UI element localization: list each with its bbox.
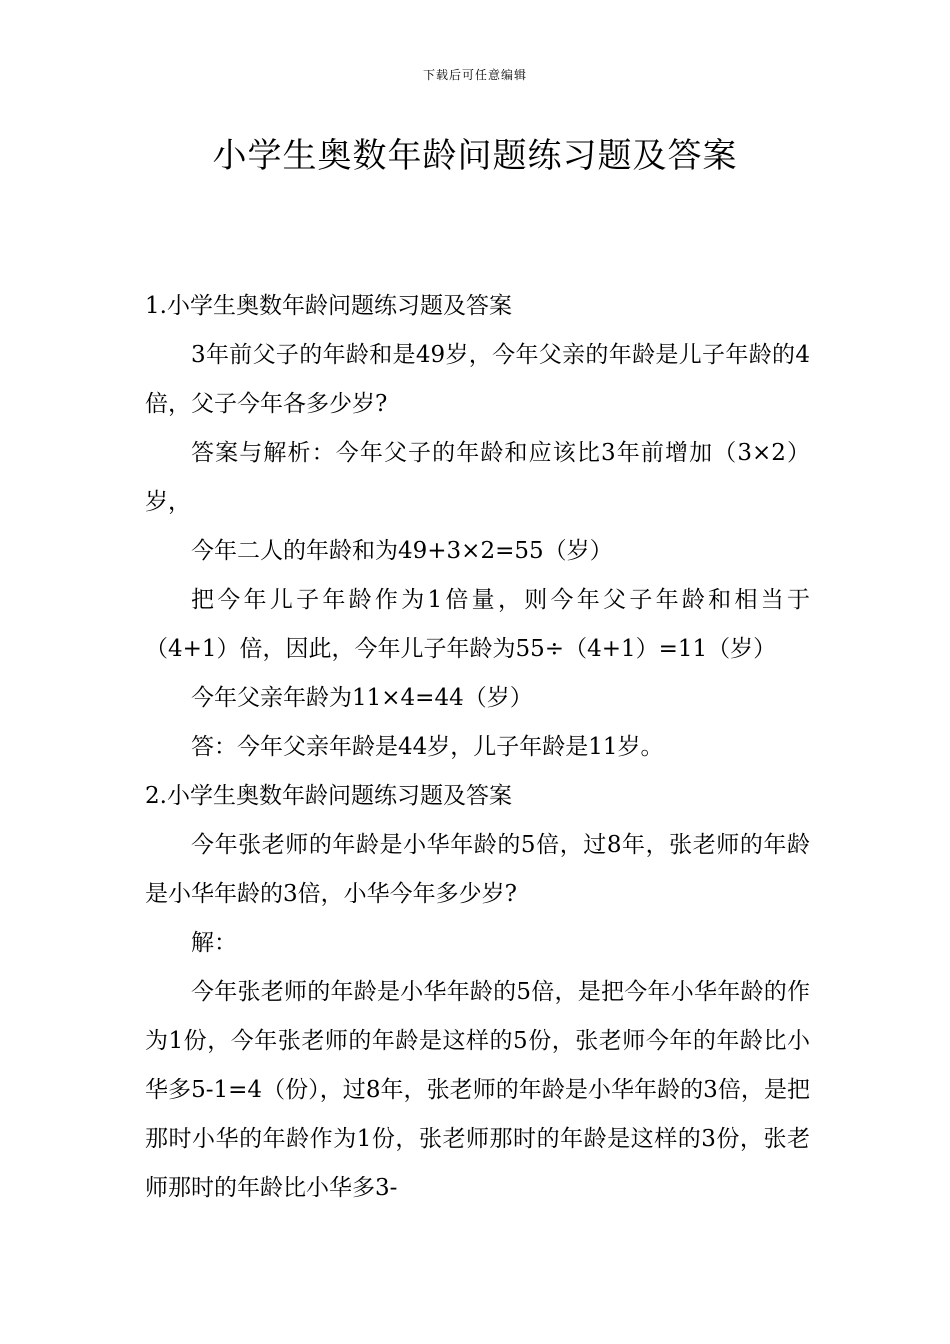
page-header-note: 下载后可任意编辑	[422, 68, 527, 82]
section-heading-2: 2.小学生奥数年龄问题练习题及答案	[145, 783, 512, 809]
answer-1-conclusion: 答：今年父亲年龄是44岁，儿子年龄是11岁。	[191, 734, 664, 760]
document-body	[145, 282, 810, 1213]
question-1: 3年前父子的年龄和是49岁，今年父亲的年龄是儿子年龄的4倍，父子今年各多少岁?	[145, 342, 810, 417]
answer-1-intro: 答案与解析：今年父子的年龄和应该比3年前增加（3×2）岁，	[145, 440, 810, 515]
document-title: 小学生奥数年龄问题练习题及答案	[212, 136, 738, 176]
answer-2-label: 解：	[191, 930, 237, 956]
answer-2-explanation: 今年张老师的年龄是小华年龄的5倍，是把今年小华年龄的作为1份，今年张老师的年龄是这样的5份，张老师今年的年龄比小华多5-1=4（份），过8年，张老师的年龄是小华年龄的3倍，是把那时小华的年龄作为1份，张老师那时的年龄是这样的3份，张老师那时的年龄比小华多3-	[145, 979, 810, 1201]
answer-1-step-2: 把今年儿子年龄作为1倍量，则今年父子年龄和相当于（4+1）倍，因此，今年儿子年龄为55÷（4+1）=11（岁）	[145, 587, 810, 662]
answer-1-step-3: 今年父亲年龄为11×4=44（岁）	[191, 685, 533, 711]
answer-1-step-1: 今年二人的年龄和为49+3×2=55（岁）	[191, 538, 613, 564]
section-heading-1: 1.小学生奥数年龄问题练习题及答案	[145, 293, 512, 319]
question-2: 今年张老师的年龄是小华年龄的5倍，过8年，张老师的年龄是小华年龄的3倍，小华今年多少岁?	[145, 832, 810, 907]
